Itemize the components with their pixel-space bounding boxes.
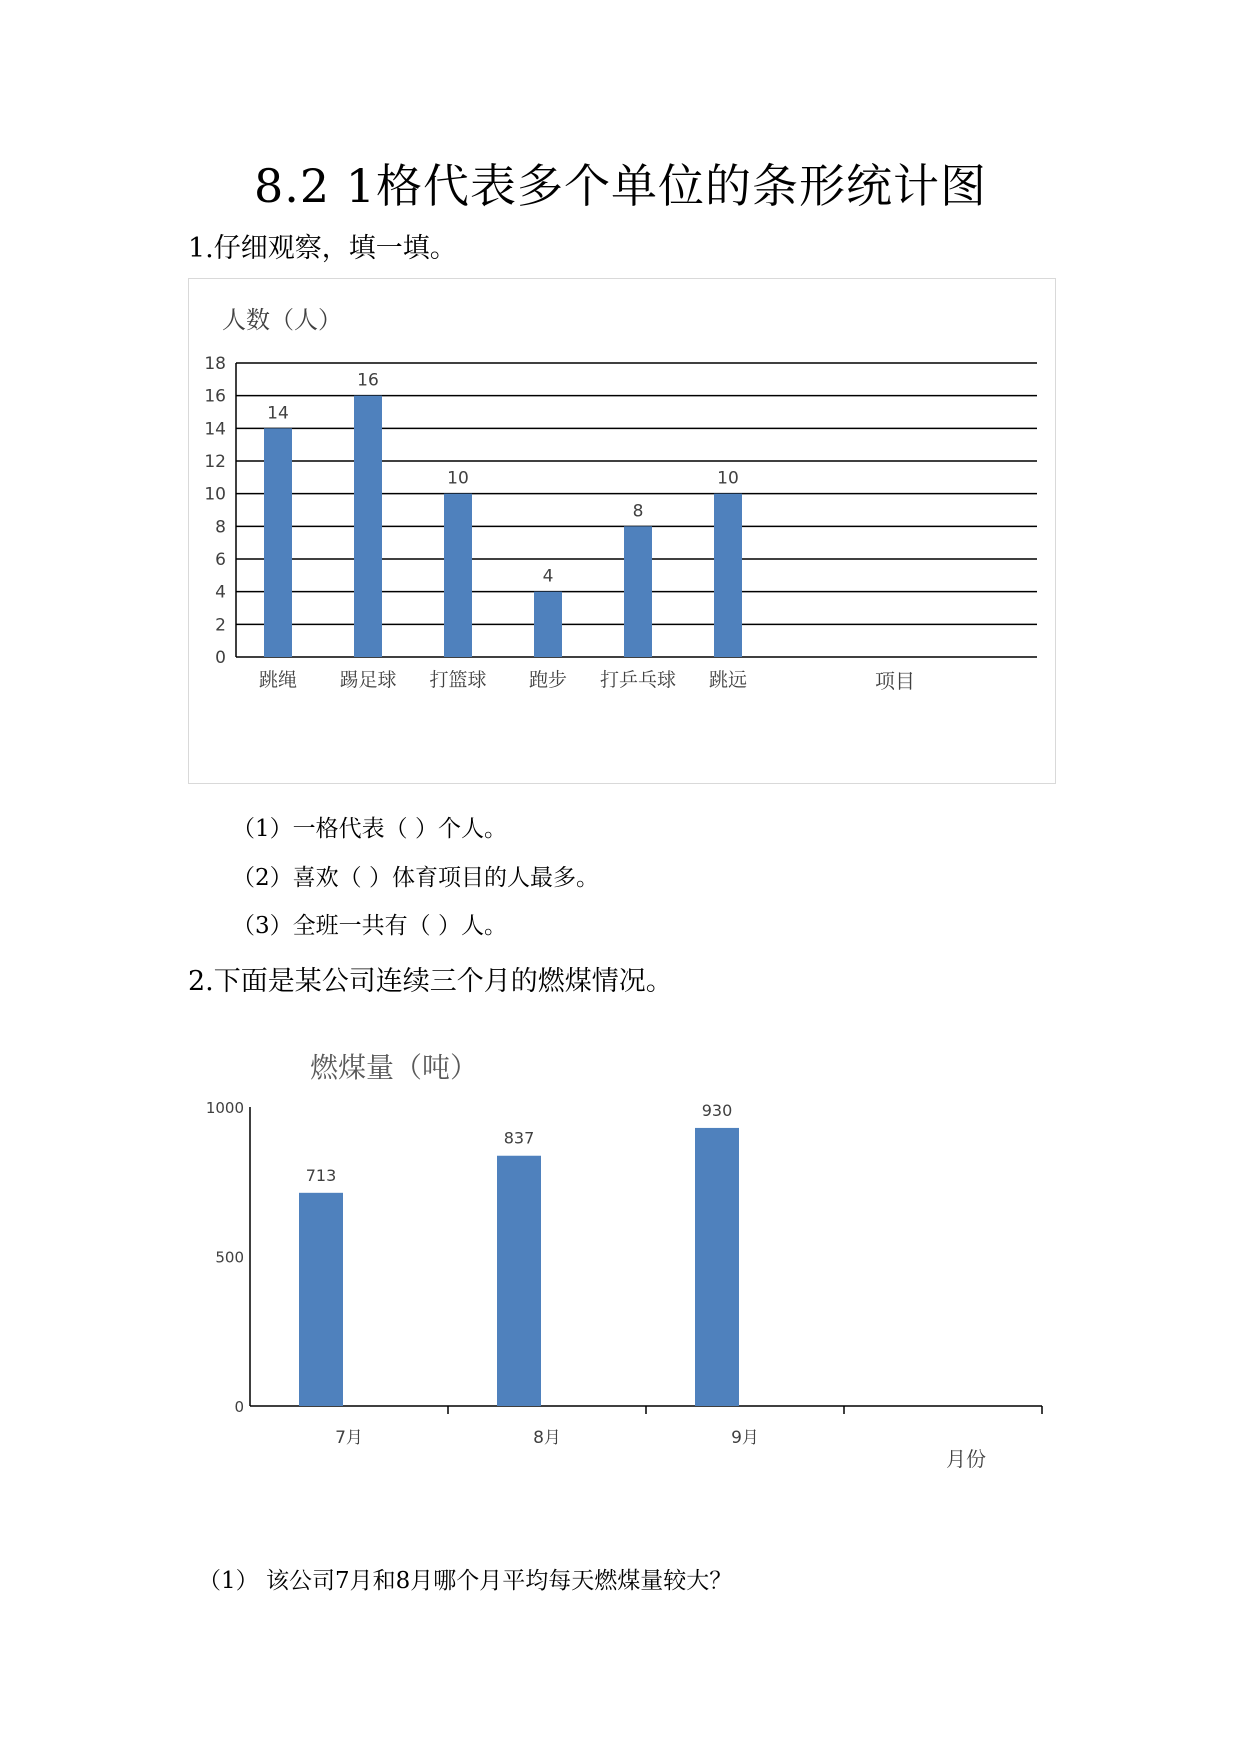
chart-sports-participation (204, 306, 1037, 693)
bar-2 (354, 396, 382, 657)
bar-2 (497, 1156, 541, 1406)
x-tick-label: 跳远 (708, 669, 748, 691)
y-tick-label: 12 (204, 452, 226, 472)
data-label: 10 (717, 468, 739, 489)
x-axis-title: 项目 (875, 669, 915, 693)
data-label: 713 (305, 1165, 337, 1185)
data-label: 4 (542, 566, 554, 587)
data-label: 837 (503, 1128, 535, 1148)
x-axis-title: 月份 (946, 1447, 986, 1471)
data-label: 10 (447, 468, 469, 489)
bar-3 (444, 494, 472, 657)
data-label: 14 (267, 403, 289, 424)
x-tick-label: 踢足球 (339, 669, 397, 691)
bar-1 (264, 428, 292, 657)
x-tick-label: 跳绳 (258, 669, 298, 691)
question-2-1: （1） 该公司7月和8月哪个月平均每天燃煤量较大？ (198, 1568, 733, 1594)
y-tick-label: 0 (215, 648, 226, 668)
page-title: 8.2 1格代表多个单位的条形统计图 (253, 159, 988, 213)
data-label: 930 (701, 1100, 733, 1120)
data-label: 16 (357, 370, 379, 391)
y-tick-label: 8 (215, 517, 226, 538)
question-1-1: （1）一格代表（ ）个人。 (232, 816, 507, 842)
y-tick-label: 6 (215, 550, 226, 570)
question-1-2: （2）喜欢（ ）体育项目的人最多。 (232, 865, 599, 891)
y-axis-title: 燃煤量（吨） (310, 1051, 479, 1084)
chart-coal-consumption (206, 1051, 1042, 1471)
y-tick-label: 0 (234, 1398, 244, 1416)
y-tick-label: 10 (204, 484, 226, 505)
x-tick-label: 8月 (533, 1428, 561, 1448)
data-label: 8 (632, 501, 644, 522)
x-tick-label: 9月 (731, 1428, 759, 1448)
question-1-heading: 1.仔细观察，填一填。 (188, 233, 457, 264)
y-tick-label: 2 (215, 615, 226, 636)
bar-6 (714, 494, 742, 657)
y-axis-title: 人数（人） (222, 306, 342, 334)
x-tick-label: 7月 (335, 1428, 363, 1448)
y-tick-label: 18 (204, 354, 226, 374)
y-tick-label: 4 (215, 582, 226, 603)
question-1-3: （3）全班一共有（ ）人。 (232, 913, 507, 939)
x-tick-label: 跑步 (528, 669, 568, 691)
bar-4 (534, 592, 562, 657)
x-tick-label: 打乒乓球 (599, 669, 677, 691)
y-tick-label: 14 (204, 419, 226, 440)
x-tick-label: 打篮球 (429, 669, 487, 691)
bar-1 (299, 1193, 343, 1406)
y-tick-label: 16 (204, 386, 226, 407)
bar-5 (624, 526, 652, 657)
y-tick-label: 1000 (205, 1099, 244, 1117)
y-tick-label: 500 (215, 1248, 244, 1267)
question-2-heading: 2.下面是某公司连续三个月的燃煤情况。 (188, 966, 673, 997)
bar-3 (695, 1128, 739, 1406)
